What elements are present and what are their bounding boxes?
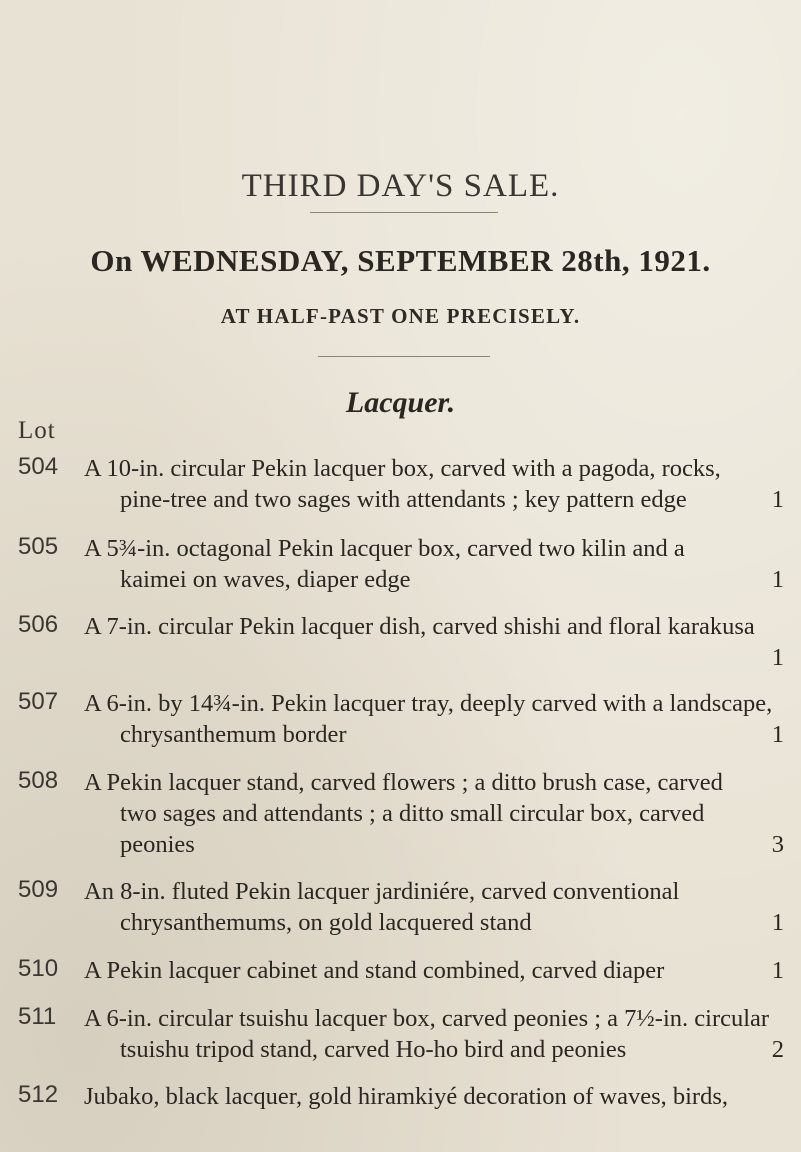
lot-description-line: chrysanthemum border — [120, 721, 347, 748]
lot-quantity: 2 — [771, 1036, 784, 1063]
title-rule — [310, 212, 498, 213]
lot-column-header: Lot — [18, 417, 56, 444]
lot-description-line: An 8-in. fluted Pekin lacquer jardiniére, carved conventional — [84, 878, 680, 905]
lot-description-line: A Pekin lacquer cabinet and stand combined, carved diaper — [84, 957, 665, 984]
lot-quantity: 1 — [771, 644, 784, 671]
lot-description-line: two sages and attendants ; a ditto small circular box, carved — [120, 800, 705, 827]
lot-number: 508 — [18, 767, 59, 794]
lot-description — [84, 533, 784, 595]
lot-description — [84, 955, 784, 986]
lot-description-line: A 5¾-in. octagonal Pekin lacquer box, carved two kilin and a — [84, 535, 685, 562]
lot-description — [84, 611, 784, 671]
lot-description-line: peonies — [120, 831, 195, 858]
lot-quantity: 3 — [771, 831, 784, 858]
lot-description — [84, 688, 784, 750]
lot-number: 504 — [18, 453, 59, 480]
lot-quantity: 1 — [771, 957, 784, 984]
lot-description-line: chrysanthemums, on gold lacquered stand — [120, 909, 532, 936]
sale-date: On WEDNESDAY, SEPTEMBER 28th, 1921. — [90, 243, 711, 278]
lot-number: 507 — [18, 688, 59, 715]
sale-time: AT HALF-PAST ONE PRECISELY. — [220, 304, 581, 328]
lot-quantity: 1 — [771, 721, 784, 748]
lot-number: 505 — [18, 533, 59, 560]
lot-number: 511 — [18, 1003, 57, 1030]
lot-description-line: kaimei on waves, diaper edge — [120, 566, 411, 593]
lot-quantity: 1 — [771, 566, 784, 593]
section-title: Lacquer. — [345, 386, 456, 419]
lot-description-line: Jubako, black lacquer, gold hiramkiyé decoration of waves, birds, — [84, 1083, 728, 1110]
time-rule — [318, 356, 490, 357]
lot-description — [84, 1081, 784, 1112]
lot-description — [84, 453, 784, 515]
lot-description-line: A 6-in. by 14¾-in. Pekin lacquer tray, deeply carved with a landscape, — [84, 690, 773, 717]
lot-number: 506 — [18, 611, 59, 638]
lot-description — [84, 1003, 784, 1065]
lot-description-line: A 7-in. circular Pekin lacquer dish, carved shishi and floral karakusa — [84, 613, 755, 640]
lot-description — [84, 767, 784, 860]
lot-description-line: A Pekin lacquer stand, carved flowers ; a ditto brush case, carved — [84, 769, 723, 796]
lot-description-line: A 10-in. circular Pekin lacquer box, carved with a pagoda, rocks, — [84, 455, 721, 482]
lot-quantity: 1 — [771, 486, 784, 513]
lot-description — [84, 876, 784, 938]
lot-number: 512 — [18, 1081, 59, 1108]
sale-title: THIRD DAY'S SALE. — [241, 168, 560, 204]
lot-description-line: A 6-in. circular tsuishu lacquer box, carved peonies ; a 7½-in. circular — [84, 1005, 770, 1032]
lot-number: 509 — [18, 876, 59, 903]
lot-description-line: tsuishu tripod stand, carved Ho-ho bird and peonies — [120, 1036, 627, 1063]
lot-number: 510 — [18, 955, 59, 982]
lot-description-line: pine-tree and two sages with attendants ; key pattern edge — [120, 486, 687, 513]
lot-quantity: 1 — [771, 909, 784, 936]
